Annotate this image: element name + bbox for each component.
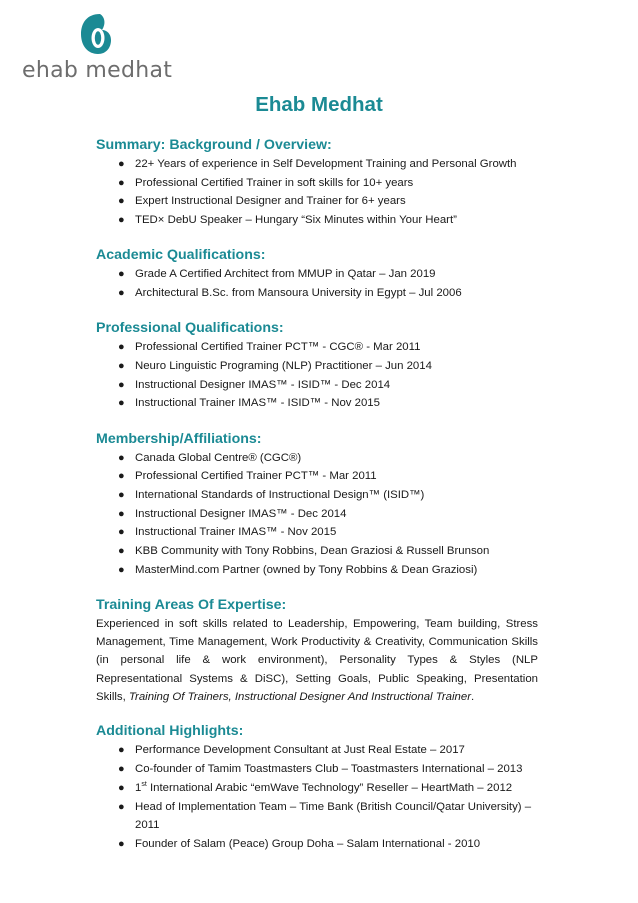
- list-item-text: TED× DebU Speaker – Hungary “Six Minutes within Your Heart”: [135, 214, 457, 227]
- ordinal-number: 1: [135, 781, 142, 794]
- bullet-icon: ●: [118, 359, 125, 372]
- list-item: [96, 192, 538, 211]
- bullet-icon: ●: [118, 800, 125, 813]
- list-item-text: Neuro Linguistic Programing (NLP) Practitioner – Jun 2014: [135, 359, 432, 372]
- bullet-icon: ●: [118, 268, 125, 281]
- list-item: [96, 798, 538, 835]
- list-item: [96, 741, 538, 760]
- bullet-icon: ●: [118, 176, 125, 189]
- logo-text: ehab medhat: [22, 58, 173, 83]
- list-item-text: Instructional Designer IMAS™ - Dec 2014: [135, 507, 347, 520]
- list-item: [96, 284, 538, 303]
- list-item-text: Performance Development Consultant at Just Real Estate – 2017: [135, 744, 465, 757]
- list-item: [96, 211, 538, 230]
- list-item: [96, 155, 538, 174]
- training-text: Experienced in soft skills related to Leadership, Empowering, Team building, Stress Management, Time Management, Work Productivity & Creativity, Communication Skills (in personal life & work environment), Personality Types & Styles (NLP Representational Systems & DiSC), Setting Goals, Public Speaking, Presentation Skills,: [96, 617, 538, 703]
- summary-list: [96, 155, 538, 230]
- list-item-text: KBB Community with Tony Robbins, Dean Graziosi & Russell Brunson: [135, 545, 490, 558]
- bullet-icon: ●: [118, 378, 125, 391]
- bullet-icon: ●: [118, 563, 125, 576]
- bullet-icon: ●: [118, 526, 125, 539]
- list-item: [96, 394, 538, 413]
- list-item-text: Instructional Designer IMAS™ - ISID™ - Dec 2014: [135, 378, 391, 391]
- bullet-icon: ●: [118, 158, 125, 170]
- list-item: [96, 467, 538, 486]
- list-item-text: Expert Instructional Designer and Trainer for 6+ years: [135, 195, 406, 208]
- list-item-text: Canada Global Centre® (CGC®): [135, 451, 302, 464]
- bullet-icon: ●: [118, 397, 125, 410]
- list-item-text: Co-founder of Tamim Toastmasters Club – Toastmasters International – 2013: [135, 763, 523, 776]
- section-heading: Membership/Affiliations:: [96, 430, 262, 447]
- list-item-text: Founder of Salam (Peace) Group Doha – Salam International - 2010: [135, 837, 481, 850]
- bullet-icon: ●: [118, 341, 125, 354]
- training-paragraph: [96, 615, 538, 706]
- logo-mark-icon: [77, 10, 113, 56]
- list-item-text: Grade A Certified Architect from MMUP in Qatar – Jan 2019: [135, 268, 436, 281]
- section-heading: Summary: Background / Overview:: [96, 137, 332, 153]
- bullet-icon: ●: [118, 545, 125, 558]
- training-end: .: [471, 690, 475, 703]
- list-item: [96, 265, 538, 284]
- list-item: [96, 523, 538, 542]
- training-section: [96, 596, 538, 706]
- bullet-icon: ●: [118, 287, 125, 300]
- list-item: [96, 779, 538, 798]
- highlights-list: [96, 741, 538, 853]
- bullet-icon: ●: [118, 744, 125, 757]
- list-item-text: Instructional Trainer IMAS™ - Nov 2015: [135, 526, 337, 539]
- bullet-icon: ●: [118, 451, 125, 464]
- bullet-icon: ●: [118, 488, 125, 501]
- ordinal-suffix: st: [141, 781, 147, 789]
- list-item: [96, 760, 538, 779]
- list-item-text: Instructional Trainer IMAS™ - ISID™ - Nov 2015: [135, 397, 380, 410]
- list-item-text: Head of Implementation Team – Time Bank (British Council/Qatar University) – 2011: [135, 800, 532, 832]
- list-item: [96, 357, 538, 376]
- list-item: [96, 174, 538, 193]
- list-item-text: Professional Certified Trainer PCT™ - Mar 2011: [135, 470, 377, 483]
- bullet-icon: ●: [118, 837, 125, 850]
- bullet-icon: ●: [118, 470, 125, 483]
- logo: [22, 10, 172, 82]
- list-item-text: Professional Certified Trainer in soft skills for 10+ years: [135, 176, 414, 189]
- list-item: [96, 835, 538, 854]
- list-item: [96, 505, 538, 524]
- list-item: [96, 542, 538, 561]
- academic-list: [96, 265, 538, 302]
- professional-list: [96, 338, 538, 413]
- section-heading: Professional Qualifications:: [96, 320, 284, 337]
- training-italic-text: Training Of Trainers, Instructional Designer And Instructional Trainer: [128, 690, 471, 703]
- bullet-icon: ●: [118, 763, 125, 776]
- summary-section: [96, 136, 538, 230]
- bullet-icon: ●: [118, 781, 125, 794]
- bullet-icon: ●: [118, 214, 125, 227]
- list-item: [96, 376, 538, 395]
- section-heading: Training Areas Of Expertise:: [96, 596, 287, 613]
- list-item: [96, 338, 538, 357]
- list-item-text: 22+ Years of experience in Self Development Training and Personal Growth: [135, 158, 517, 170]
- academic-section: [96, 246, 538, 302]
- list-item: [96, 486, 538, 505]
- section-heading: Additional Highlights:: [96, 723, 244, 740]
- membership-section: [96, 430, 538, 580]
- list-item-text: MasterMind.com Partner (owned by Tony Robbins & Dean Graziosi): [135, 563, 478, 576]
- list-item-text: International Arabic “emWave Technology” Reseller – HeartMath – 2012: [146, 781, 513, 794]
- list-item-text: Architectural B.Sc. from Mansoura University in Egypt – Jul 2006: [135, 287, 462, 300]
- resume-content: [96, 136, 538, 870]
- highlights-section: [96, 722, 538, 853]
- list-item-text: International Standards of Instructional Design™ (ISID™): [135, 488, 425, 501]
- list-item: [96, 561, 538, 580]
- page-title: Ehab Medhat: [255, 93, 383, 116]
- professional-section: [96, 319, 538, 413]
- membership-list: [96, 449, 538, 580]
- bullet-icon: ●: [118, 195, 125, 208]
- section-heading: Academic Qualifications:: [96, 247, 266, 264]
- list-item-text: Professional Certified Trainer PCT™ - CGC® - Mar 2011: [135, 341, 421, 354]
- bullet-icon: ●: [118, 507, 125, 520]
- list-item: [96, 449, 538, 468]
